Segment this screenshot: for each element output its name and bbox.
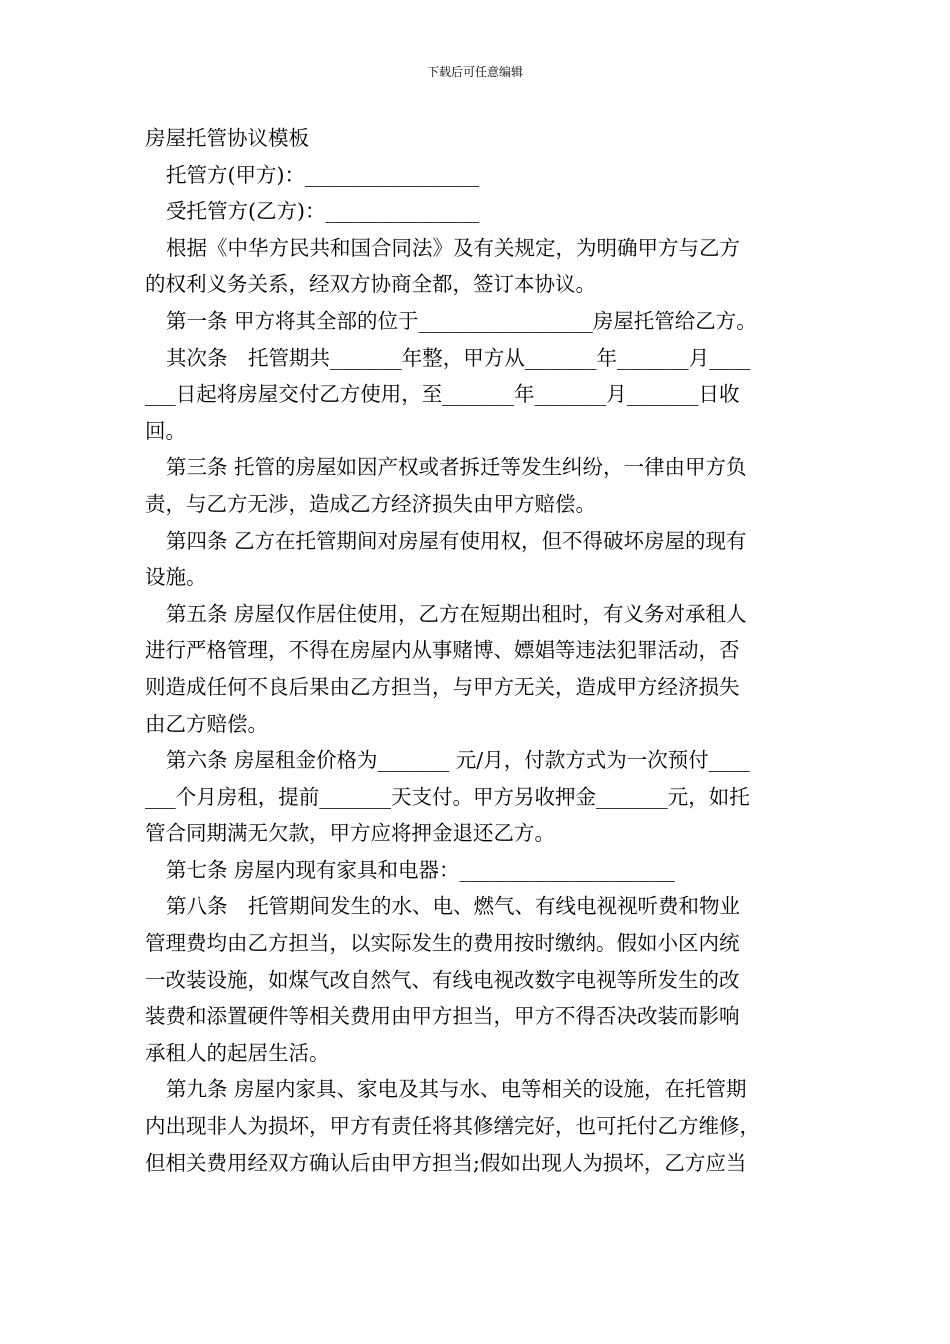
paragraph-line: 回。 bbox=[145, 418, 186, 443]
document-title: 房屋托管协议模板 bbox=[145, 126, 309, 150]
paragraph-line: 根据《中华方民共和国合同法》及有关规定，为明确甲方与乙方 bbox=[166, 235, 740, 260]
party-b-line: 受托管方(乙方)：_______________ bbox=[166, 199, 480, 224]
paragraph-line: 第三条 托管的房屋如因产权或者拆迁等发生纠纷，一律由甲方负 bbox=[166, 455, 747, 480]
paragraph-line: 第九条 房屋内家具、家电及其与水、电等相关的设施，在托管期 bbox=[166, 1077, 747, 1102]
paragraph-line: 但相关费用经双方确认后由甲方担当;假如出现人为损坏，乙方应当 bbox=[145, 1150, 747, 1175]
paragraph-line: 进行严格管理，不得在房屋内从事赌博、嫖娼等违法犯罪活动，否 bbox=[145, 638, 740, 663]
paragraph-line: 第五条 房屋仅作居住使用，乙方在短期出租时，有义务对承租人 bbox=[166, 601, 747, 626]
paragraph-line: 第七条 房屋内现有家具和电器：_____________________ bbox=[166, 857, 675, 882]
paragraph-line: 其次条 托管期共_______年整，甲方从_______年_______月____ bbox=[166, 345, 751, 370]
paragraph-line: ___日起将房屋交付乙方使用，至_______年_______月_______日收 bbox=[145, 382, 740, 407]
paragraph-line: 内出现非人为损坏，甲方有责任将其修缮完好，也可托付乙方维修， bbox=[145, 1114, 760, 1139]
paragraph-line: 第一条 甲方将其全部的位于_________________房屋托管给乙方。 bbox=[166, 308, 757, 333]
paragraph-line: 一改装设施，如煤气改自然气、有线电视改数字电视等所发生的改 bbox=[145, 967, 740, 992]
paragraph-line: 第六条 房屋租金价格为_______ 元/月，付款方式为一次预付____ bbox=[166, 748, 750, 773]
paragraph-line: 第八条 托管期间发生的水、电、燃气、有线电视视听费和物业 bbox=[166, 894, 740, 919]
paragraph-line: 设施。 bbox=[145, 565, 207, 590]
paragraph-line: 管合同期满无欠款，甲方应将押金退还乙方。 bbox=[145, 821, 555, 846]
paragraph-line: 管理费均由乙方担当，以实际发生的费用按时缴纳。假如小区内统 bbox=[145, 931, 740, 956]
party-a-line: 托管方(甲方)：_________________ bbox=[166, 162, 480, 187]
paragraph-line: 承租人的起居生活。 bbox=[145, 1040, 330, 1065]
paragraph-line: 第四条 乙方在托管期间对房屋有使用权，但不得破坏房屋的现有 bbox=[166, 528, 747, 553]
document-body bbox=[145, 120, 810, 1181]
paragraph-line: ___个月房租，提前_______天支付。甲方另收押金_______元，如托 bbox=[145, 784, 750, 809]
paragraph-line: 责，与乙方无涉，造成乙方经济损失由甲方赔偿。 bbox=[145, 491, 596, 516]
page-header-note: 下载后可任意编辑 bbox=[426, 65, 523, 79]
paragraph-line: 装费和添置硬件等相关费用由甲方担当，甲方不得否决改装而影响 bbox=[145, 1004, 740, 1029]
paragraph-line: 则造成任何不良后果由乙方担当，与甲方无关，造成甲方经济损失 bbox=[145, 674, 740, 699]
paragraph-line: 由乙方赔偿。 bbox=[145, 711, 268, 736]
paragraph-line: 的权利义务关系，经双方协商全都，签订本协议。 bbox=[145, 272, 596, 297]
